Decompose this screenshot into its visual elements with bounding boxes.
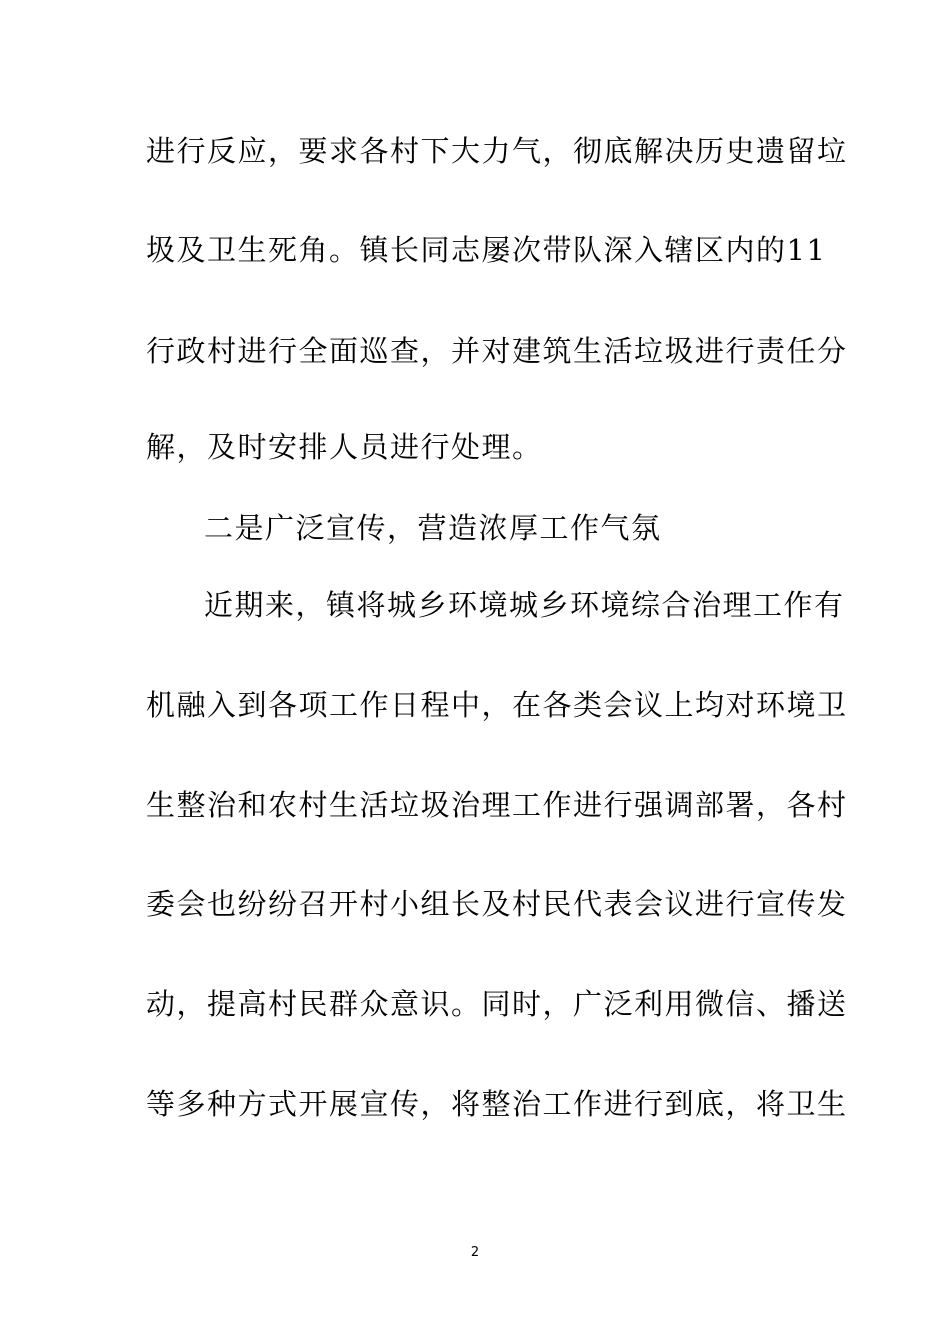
paragraph-line: 近期来，镇将城乡环境城乡环境综合治理工作有	[204, 588, 845, 622]
paragraph-line: 机融入到各项工作日程中，在各类会议上均对环境卫	[146, 688, 848, 722]
paragraph-line: 行政村进行全面巡查，并对建筑生活垃圾进行责任分	[146, 334, 848, 368]
paragraph-line: 动，提高村民群众意识。同时，广泛利用微信、播送	[146, 987, 848, 1021]
paragraph-line: 生整治和农村生活垃圾治理工作进行强调部署，各村	[146, 788, 848, 822]
page-number: 2	[470, 1245, 480, 1260]
paragraph-line: 进行反应，要求各村下大力气，彻底解决历史遗留垃	[146, 134, 848, 168]
paragraph-line: 圾及卫生死角。镇长同志屡次带队深入辖区内的11	[146, 233, 827, 267]
section-heading: 二是广泛宣传，营造浓厚工作气氛	[204, 511, 662, 545]
paragraph-line: 委会也纷纷召开村小组长及村民代表会议进行宣传发	[146, 887, 848, 921]
paragraph-line: 等多种方式开展宣传，将整治工作进行到底，将卫生	[146, 1087, 848, 1121]
paragraph-line: 解，及时安排人员进行处理。	[146, 430, 543, 464]
